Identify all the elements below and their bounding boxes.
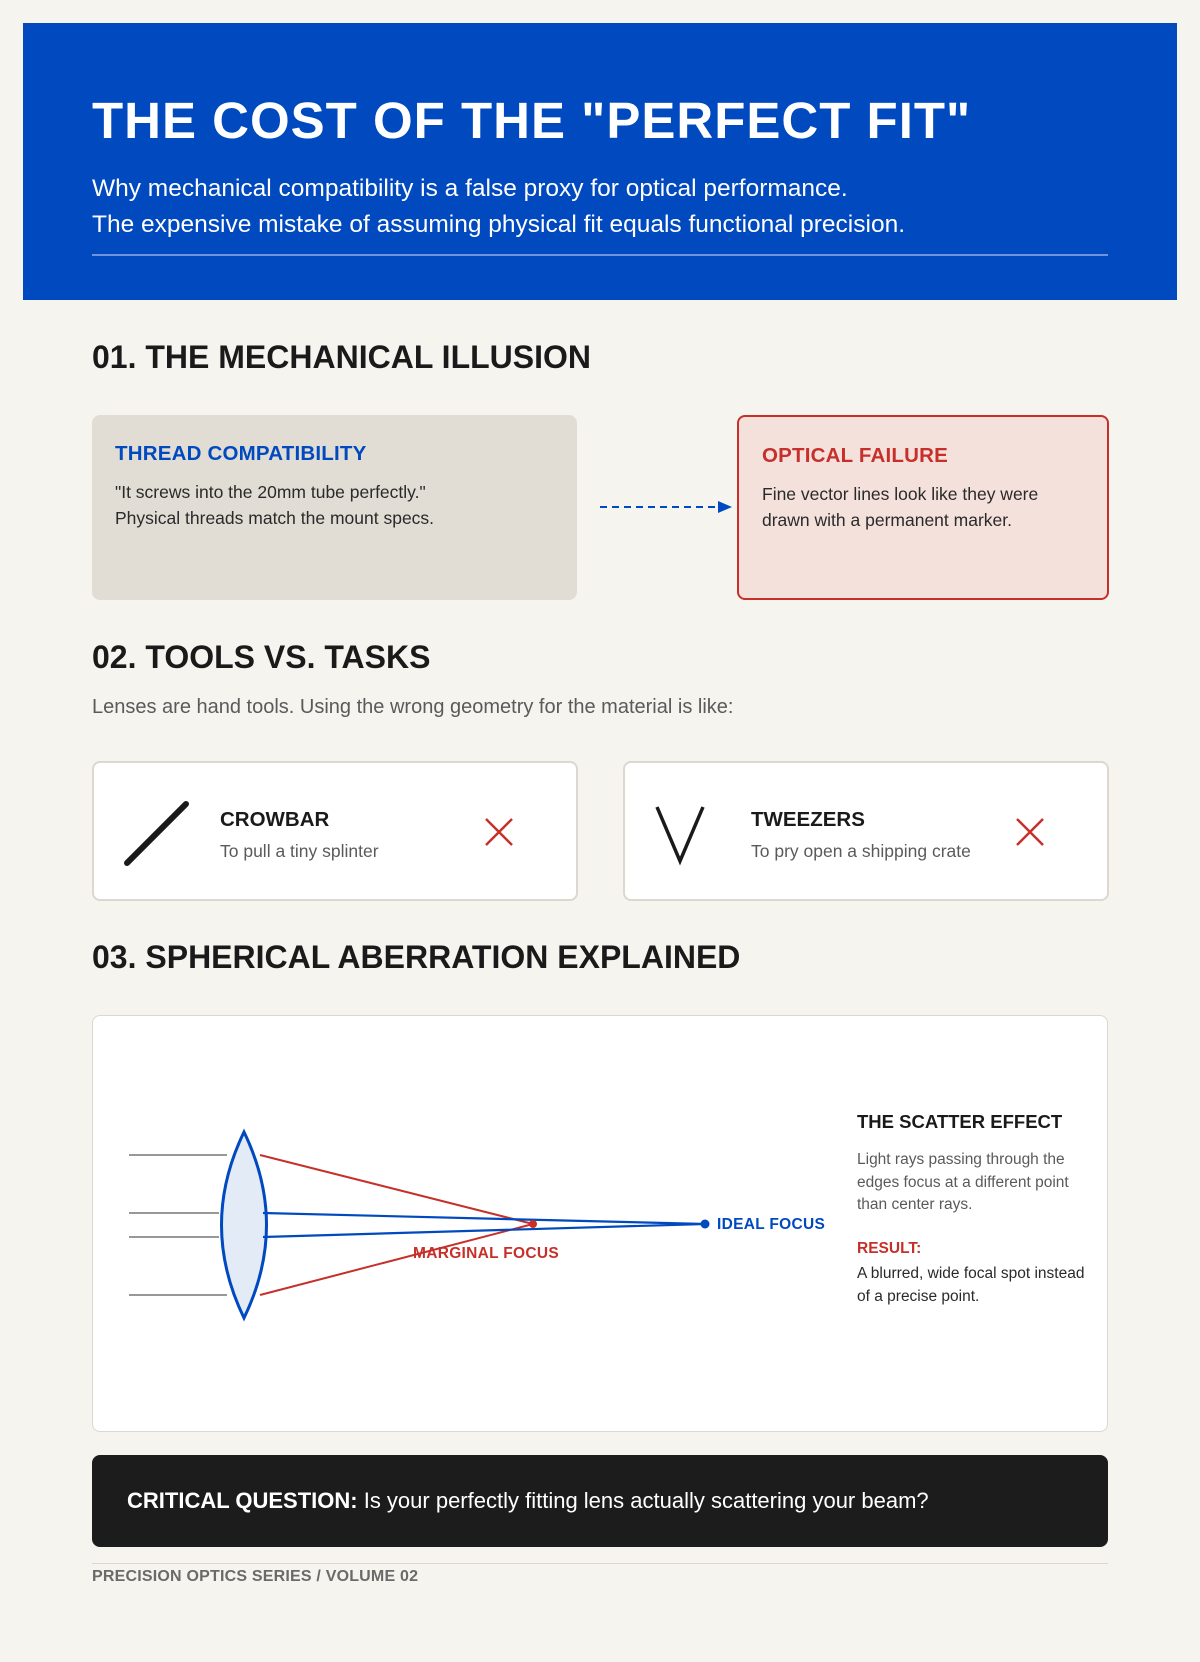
- thread-card-title: THREAD COMPATIBILITY: [115, 442, 367, 465]
- footer-divider: [92, 1563, 1108, 1564]
- tool-description: To pry open a shipping crate: [751, 841, 971, 861]
- scatter-effect-description: Light rays passing through the edges focus at a different point than center rays.: [857, 1151, 1069, 1213]
- critical-question: [127, 1488, 929, 1514]
- tool-description: To pull a tiny splinter: [220, 841, 379, 861]
- result-label: RESULT:: [857, 1240, 922, 1257]
- page-title: THE COST OF THE "PERFECT FIT": [92, 92, 972, 149]
- scatter-effect-title: THE SCATTER EFFECT: [857, 1111, 1063, 1132]
- convex-lens: [222, 1132, 267, 1318]
- thread-card-line-2: Physical threads match the mount specs.: [115, 508, 435, 528]
- subtitle-line-2: The expensive mistake of assuming physical fit equals functional precision.: [92, 211, 905, 238]
- failure-card-line-2: drawn with a permanent marker.: [762, 510, 1012, 530]
- cross-icon: [1014, 816, 1046, 848]
- thread-compatibility-card: [92, 415, 577, 600]
- marginal-focus-point: [529, 1220, 537, 1228]
- failure-card-body: [762, 481, 1038, 533]
- tweezers-icon: [653, 791, 723, 871]
- ideal-focus-label: IDEAL FOCUS: [717, 1216, 826, 1233]
- section-3-title: 03. SPHERICAL ABERRATION EXPLAINED: [92, 939, 741, 975]
- critical-question-label: CRITICAL QUESTION:: [127, 1488, 358, 1513]
- center-ray-lower: [263, 1224, 705, 1237]
- aberration-diagram-card: [92, 1015, 1108, 1432]
- tool-name: CROWBAR: [220, 808, 330, 831]
- header-divider: [92, 254, 1108, 256]
- section-2-title: 02. TOOLS VS. TASKS: [92, 639, 431, 675]
- header-banner: [23, 23, 1177, 300]
- critical-question-bar: [92, 1455, 1108, 1547]
- tool-card-crowbar: [92, 761, 578, 901]
- page-subtitle: [92, 171, 905, 243]
- dashed-arrow-icon: [598, 499, 734, 515]
- section-1-title: 01. THE MECHANICAL ILLUSION: [92, 339, 591, 375]
- section-2-lead: Lenses are hand tools. Using the wrong geometry for the material is like:: [92, 696, 734, 718]
- cross-icon: [483, 816, 515, 848]
- tool-name: TWEEZERS: [751, 808, 865, 831]
- thread-card-line-1: "It screws into the 20mm tube perfectly.": [115, 482, 426, 502]
- optical-failure-card: [737, 415, 1109, 600]
- marginal-focus-label: MARGINAL FOCUS: [413, 1245, 559, 1262]
- aberration-diagram: [93, 1016, 1109, 1433]
- footer-series-label: PRECISION OPTICS SERIES / VOLUME 02: [92, 1568, 419, 1585]
- crowbar-icon: [122, 791, 192, 871]
- failure-card-title: OPTICAL FAILURE: [762, 444, 948, 467]
- center-ray-upper: [263, 1213, 705, 1224]
- failure-card-line-1: Fine vector lines look like they were: [762, 484, 1039, 504]
- critical-question-text: Is your perfectly fitting lens actually scattering your beam?: [357, 1488, 929, 1513]
- subtitle-line-1: Why mechanical compatibility is a false proxy for optical performance.: [92, 175, 848, 202]
- thread-card-body: [115, 479, 434, 531]
- result-description: A blurred, wide focal spot instead of a precise point.: [857, 1265, 1085, 1305]
- tool-card-tweezers: [623, 761, 1109, 901]
- ideal-focus-point: [701, 1220, 710, 1229]
